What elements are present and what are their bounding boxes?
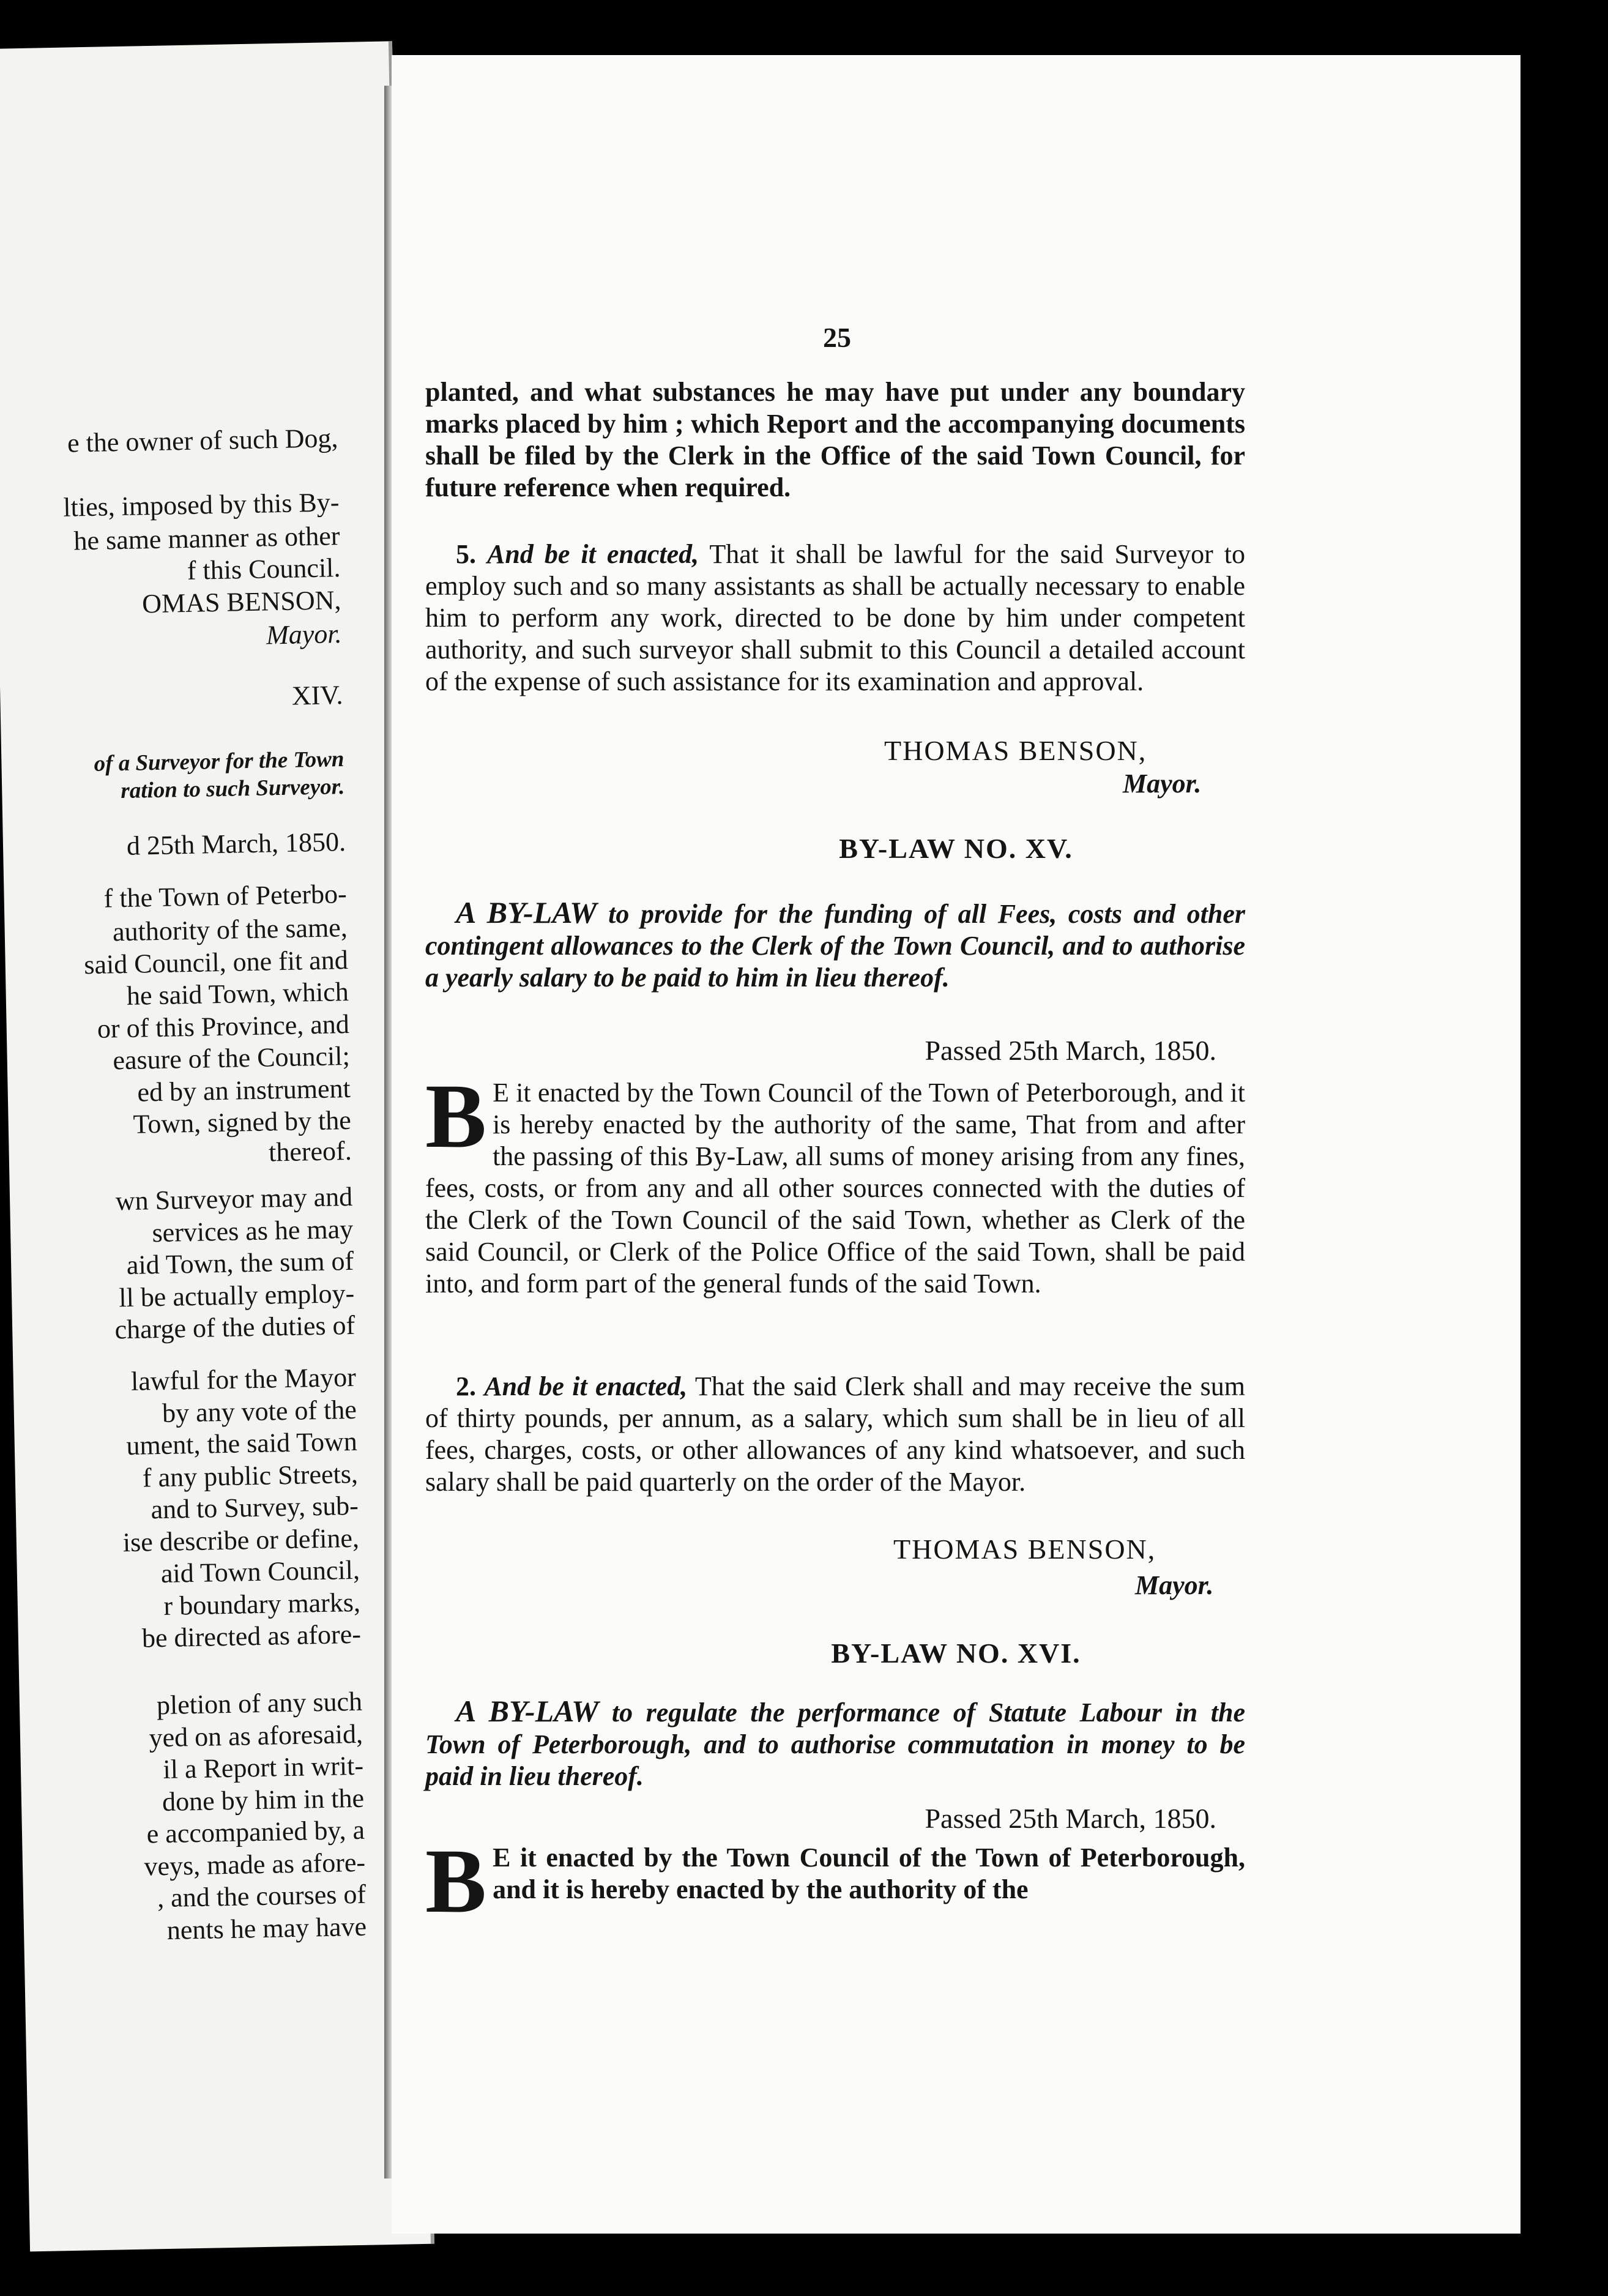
bylaw-15-heading: BY-LAW NO. XV. (839, 833, 1073, 864)
signature-1-name: THOMAS BENSON, (884, 735, 1147, 766)
bylaw-16-lead: A BY-LAW (456, 1694, 599, 1728)
left-page-text (0, 42, 367, 1945)
bylaw-16-title-text: to regulate the performance of Statute Labour in the Town of Peterborough, and to authorise commutation in money to be paid in lieu thereof. (425, 1698, 1246, 1791)
bylaw-15-title-text: to provide for the funding of all Fees, costs and other contingent allowances to the Clerk of the Town Council, and to authorise a yearly salary to be paid to him in lieu thereof. (425, 899, 1246, 993)
left-page-line: of a Surveyor for the Town (94, 747, 344, 777)
left-page-line: by any vote of the (162, 1394, 357, 1428)
left-page-line: easure of the Council; (112, 1040, 351, 1076)
left-page-line: lawful for the Mayor (130, 1362, 357, 1396)
left-page-line: aid Town, the sum of (126, 1245, 354, 1281)
left-page-line: he said Town, which (126, 976, 349, 1011)
left-page-line: f any public Streets, (142, 1458, 359, 1493)
section-5-number: 5. (456, 539, 476, 569)
signature-2-title: Mayor. (1135, 1570, 1214, 1600)
left-page-line: nents he may have (166, 1911, 367, 1945)
left-page-line: veys, made as afore- (143, 1847, 366, 1882)
bylaw-15-title (425, 896, 1245, 994)
left-page-line: XIV. (291, 680, 343, 711)
intro-text: planted, and what substances he may have put under any boundary marks placed by him ; which Report and the accompanying documents shall be filed by the Clerk in the Office of the said Town Council, for future reference when required. (425, 377, 1245, 502)
left-page-line: ration to such Surveyor. (120, 774, 345, 804)
left-page-line: r boundary marks, (163, 1587, 361, 1621)
bylaw-16-title (425, 1695, 1245, 1792)
left-page-line: said Council, one fit and (83, 944, 349, 980)
left-page-line: authority of the same, (112, 912, 348, 947)
signature-2-name: THOMAS BENSON, (893, 1534, 1156, 1565)
section-5-text: That it shall be lawful for the said Surveyor to employ such and so many assistants as shall be actually necessary to enable him to perform any work, directed to be done by him under competent authority, and such surveyor shall submit to this Council a detailed account of the expense of such assistance for its examination and approval. (425, 539, 1245, 696)
left-page-line: Mayor. (266, 619, 342, 650)
left-page-line: aid Town Council, (160, 1554, 360, 1589)
left-page-line: charge of the duties of (114, 1310, 355, 1345)
intro-paragraph (425, 376, 1245, 504)
left-page-line: services as he may (152, 1213, 354, 1248)
left-page-line: e the owner of such Dog, (67, 423, 338, 458)
left-page-line: Town, signed by the (133, 1105, 352, 1139)
bylaw-16-heading: BY-LAW NO. XVI. (831, 1638, 1081, 1669)
left-page-line: e accompanied by, a (146, 1814, 365, 1849)
bylaw-15-lead: A BY-LAW (456, 895, 597, 930)
left-page-line: OMAS BENSON, (141, 585, 341, 619)
section-2-enactment: And be it enacted, (484, 1371, 688, 1401)
section-5-enactment: And be it enacted, (487, 539, 699, 569)
left-page-line: he same manner as other (73, 521, 340, 556)
left-page-line: ed by an instrument (137, 1073, 351, 1108)
left-page-line: done by him in the (162, 1783, 365, 1817)
bylaw-15-body-text: E it enacted by the Town Council of the Town of Peterborough, and it is hereby enacted by the authority of the same, That from and after the passing of this By-Law, all sums of money arising from any fines, fees, costs, or from any and all other sources connected with the duties of the Clerk of the Town Council of the said Town, whether as Clerk of the said Council, or Clerk of the Police Office of the said Town, shall be paid into, and form part of the general funds of the said Town. (425, 1078, 1245, 1299)
bylaw-16-passed: Passed 25th March, 1850. (925, 1803, 1216, 1834)
section-2-number: 2. (456, 1371, 476, 1401)
section-2-text: That the said Clerk shall and may receive the sum of thirty pounds, per annum, as a salary, which sum shall be in lieu of all fees, charges, costs, or other allowances of any kind whatsoever, and such salary shall be paid quarterly on the order of the Mayor. (425, 1371, 1246, 1497)
bylaw-15-drop-cap: B (425, 1065, 487, 1167)
left-page-line: d 25th March, 1850. (126, 827, 346, 861)
left-page-line: yed on as aforesaid, (149, 1718, 363, 1753)
left-page-line: f this Council. (187, 553, 341, 586)
left-page-line: f the Town of Peterbo- (103, 878, 348, 914)
left-page-line: il a Report in writ- (163, 1750, 364, 1785)
left-page-line: pletion of any such (156, 1686, 363, 1721)
left-page-line: thereof. (268, 1135, 352, 1168)
page-number: 25 (823, 322, 851, 353)
bylaw-16-body (425, 1830, 1245, 1932)
bylaw-15-passed: Passed 25th March, 1850. (925, 1035, 1216, 1066)
left-page-line: , and the courses of (157, 1879, 367, 1914)
left-page-line: be directed as afore- (141, 1619, 362, 1653)
left-page-line: or of this Province, and (97, 1008, 350, 1044)
left-page-line: ument, the said Town (125, 1426, 358, 1461)
section-2 (425, 1371, 1245, 1498)
bylaw-15-body (425, 1065, 1245, 1300)
bylaw-16-body-text: E it enacted by the Town Council of the Town of Peterborough, and it is hereby enacted by the authority of the (493, 1843, 1245, 1904)
section-5 (425, 539, 1245, 698)
left-page-line: and to Survey, sub- (151, 1490, 359, 1525)
left-page-line: lties, imposed by this By- (62, 487, 340, 523)
left-page (0, 41, 434, 2251)
left-page-line: ll be actually employ- (118, 1278, 355, 1313)
bylaw-16-drop-cap: B (425, 1830, 487, 1932)
signature-1-title: Mayor. (1123, 769, 1202, 799)
left-page-line: ise describe or define, (122, 1523, 360, 1558)
left-page-line: wn Surveyor may and (115, 1181, 353, 1217)
